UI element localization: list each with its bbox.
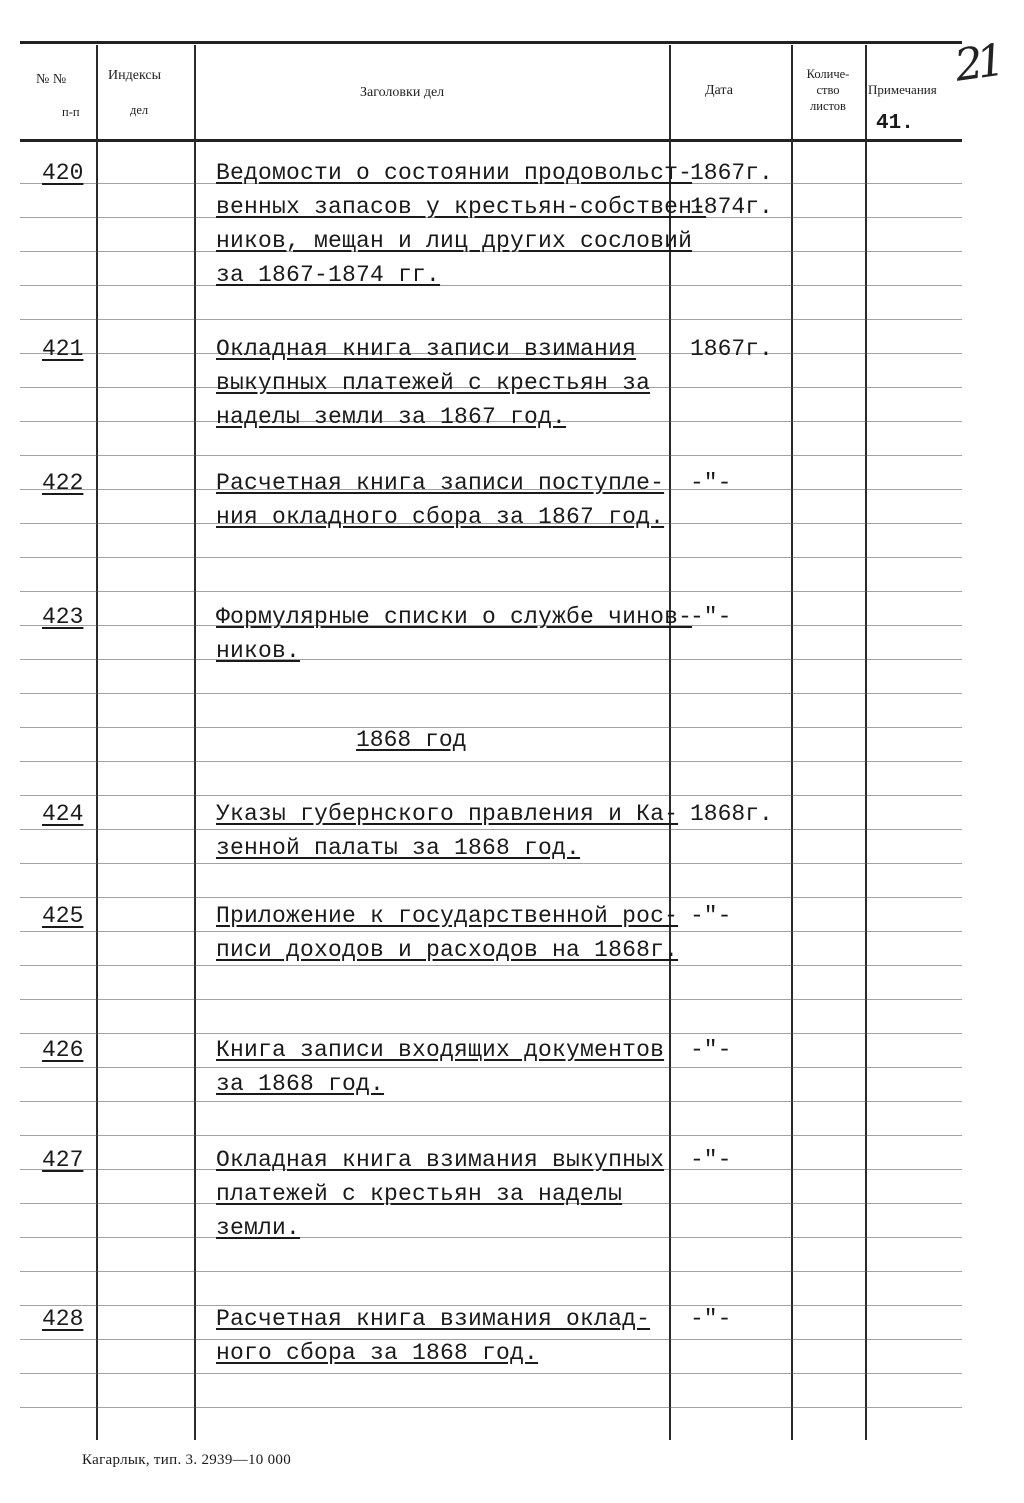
column-divider (865, 45, 867, 1440)
header-notes: Примечания (868, 82, 937, 97)
ruled-line (20, 897, 962, 898)
entry-date: -"- (690, 1147, 732, 1173)
entry-number: 425 (42, 903, 84, 929)
entry-number: 428 (42, 1306, 84, 1332)
header-index-bottom: дел (130, 103, 149, 117)
entry-title-line: венных запасов у крестьян-собствен- (216, 194, 707, 220)
header-title: Заголовки дел (360, 85, 445, 100)
entry-number: 424 (42, 801, 84, 827)
ruled-line (20, 1135, 962, 1136)
ruled-line (20, 761, 962, 762)
entry-title-line: ного сбора за 1868 год. (216, 1340, 539, 1366)
entry-title-line: писи доходов и расходов на 1868г. (216, 937, 679, 963)
entry-title-line: Формулярные списки о службе чинов- (216, 604, 693, 630)
column-divider (669, 45, 671, 1440)
year-heading: 1868 год (356, 727, 467, 753)
entry-date: 1867г. (690, 160, 773, 186)
header-bottom-rule (20, 139, 962, 142)
ruled-line (20, 999, 962, 1000)
ruled-line (20, 863, 962, 864)
entry-title-line: за 1867-1874 гг. (216, 262, 441, 288)
entry-title-line: выкупных платежей с крестьян за (216, 370, 651, 396)
entry-number: 421 (42, 336, 84, 362)
entry-number: 426 (42, 1037, 84, 1063)
entry-date: -"- (690, 604, 732, 630)
ruled-line (20, 1033, 962, 1034)
ruled-line (20, 591, 962, 592)
column-divider (96, 45, 98, 1440)
top-rule (20, 41, 962, 44)
header-sheets (794, 66, 862, 114)
header-date: Дата (705, 83, 733, 98)
ruled-line (20, 455, 962, 456)
ruled-line (20, 285, 962, 286)
entry-number: 423 (42, 604, 84, 630)
entry-date: -"- (690, 470, 732, 496)
entry-title-line: платежей с крестьян за наделы (216, 1181, 623, 1207)
ruled-line (20, 1237, 962, 1238)
ruled-line (20, 659, 962, 660)
ruled-line (20, 1101, 962, 1102)
ruled-line (20, 795, 962, 796)
entry-title-line: Указы губернского правления и Ка- (216, 801, 679, 827)
header-index-top: Индексы (108, 68, 162, 83)
notes-value: 41. (876, 112, 914, 135)
entry-title-line: Окладная книга записи взимания (216, 336, 637, 362)
entry-date: 1868г. (690, 801, 773, 827)
entry-title-line: Расчетная книга записи поступле- (216, 470, 665, 496)
ruled-line (20, 1373, 962, 1374)
entry-date: -"- (690, 1037, 732, 1063)
entry-date: 1867г. (690, 336, 773, 362)
entry-date: -"- (690, 1306, 732, 1332)
ruled-line (20, 1271, 962, 1272)
ruled-line (20, 931, 962, 932)
column-divider (194, 45, 196, 1440)
header-number-bottom: п-п (62, 105, 80, 119)
entry-title-line: Книга записи входящих документов (216, 1037, 665, 1063)
entry-number: 422 (42, 470, 84, 496)
entry-date: 1874г. (690, 194, 773, 220)
entry-date: -"- (690, 903, 732, 929)
ruled-line (20, 965, 962, 966)
entry-title-line: ния окладного сбора за 1867 год. (216, 504, 665, 530)
header-sheets-line: Количе- (806, 67, 850, 81)
ruled-line (20, 727, 962, 728)
column-divider (791, 45, 793, 1440)
header-sheets-line: листов (810, 99, 846, 113)
entry-number: 427 (42, 1147, 84, 1173)
entry-title-line: Ведомости о состоянии продовольст- (216, 160, 693, 186)
entry-title-line: зенной палаты за 1868 год. (216, 835, 581, 861)
ruled-line (20, 829, 962, 830)
ruled-line (20, 557, 962, 558)
entry-title-line: Окладная книга взимания выкупных (216, 1147, 665, 1173)
entry-title-line: земли. (216, 1215, 301, 1241)
printer-footer: Кагарлык, тип. 3. 2939—10 000 (82, 1452, 291, 1468)
entry-title-line: ников. (216, 638, 301, 664)
entry-title-line: наделы земли за 1867 год. (216, 404, 567, 430)
entry-title-line: Приложение к государственной рос- (216, 903, 679, 929)
entry-number: 420 (42, 160, 84, 186)
ruled-line (20, 319, 962, 320)
entry-title-line: за 1868 год. (216, 1071, 385, 1097)
header-sheets-line: ство (816, 83, 840, 97)
ruled-line (20, 693, 962, 694)
entry-title-line: Расчетная книга взимания оклад- (216, 1306, 651, 1332)
header-number-top: № № (36, 72, 67, 87)
ruled-line (20, 1407, 962, 1408)
handwritten-page-number: 21 (951, 35, 1003, 92)
entry-title-line: ников, мещан и лиц других сословий (216, 228, 693, 254)
ruled-line (20, 1067, 962, 1068)
